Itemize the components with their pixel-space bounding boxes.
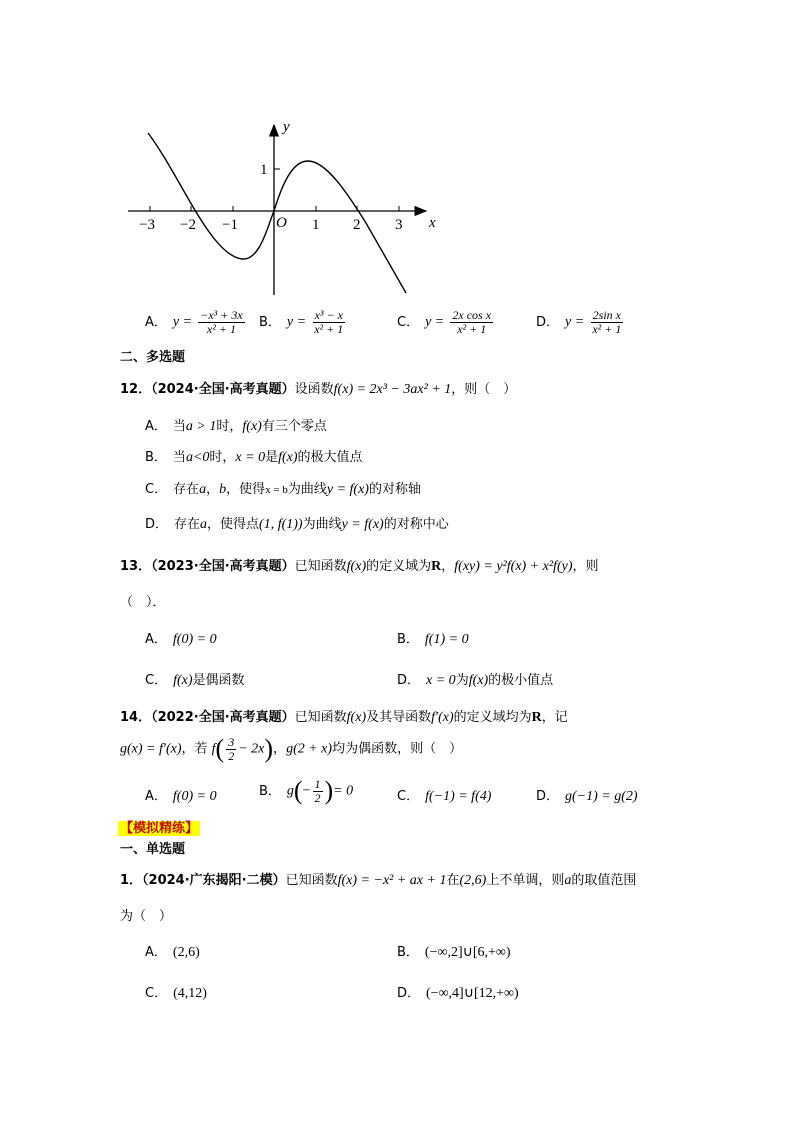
q13-option-c[interactable]: C． f(x)是偶函数 (145, 673, 245, 688)
q13-stem-cont: （ ）． (120, 595, 166, 610)
q11-option-a[interactable]: A． y = $\frac{\text{−x³ + 3x}}{\text{x² + 1}}$ (145, 308, 243, 336)
q13-option-d[interactable]: D． x = 0为f(x)的极小值点 (397, 673, 554, 688)
mock-practice-tag: 【模拟精练】 (120, 821, 199, 836)
q1-option-b[interactable]: B． (−∞,2]∪[6,+∞) (397, 945, 511, 960)
x-tick-label: −1 (222, 217, 238, 233)
q14-stem-cont: g(x) = f′(x)，若 f( $\frac{3}{2}$ − 2x)，g(2 + x)均为偶函数，则（ ） (120, 734, 463, 763)
y-tick-label: 1 (260, 162, 268, 178)
q14-stem: 14．（2022·全国·高考真题）已知函数f(x)及其导函数f′(x)的定义域均为R，记 (120, 710, 568, 725)
x-tick-label: −3 (139, 217, 155, 233)
q12-option-b[interactable]: B． 当a<0时，x = 0是f(x)的极大值点 (145, 450, 363, 465)
fraction: $\frac{\text{x³ − x}}{\text{x² + 1}}$ (314, 308, 344, 336)
curve (148, 133, 406, 293)
section-heading: 二、多选题 (120, 350, 186, 365)
fraction: $\frac{1}{2}$ (314, 776, 321, 805)
x-tick-label: 2 (353, 217, 361, 233)
q13-option-a[interactable]: A． f(0) = 0 (145, 632, 217, 647)
q11-option-d[interactable]: D． y = $\frac{\text{2sin x}}{\text{x² + 1}}$ (536, 308, 622, 336)
y-axis-label: y (283, 119, 290, 135)
x-axis-label: x (429, 215, 436, 231)
fraction: $\frac{3}{2}$ (228, 734, 235, 763)
x-tick-label: 1 (312, 217, 320, 233)
section-heading: 一、单选题 (120, 842, 186, 857)
x-tick-label: 3 (395, 217, 403, 233)
q1-stem: 1．（2024·广东揭阳·二模）已知函数f(x) = −x² + ax + 1在(2,6)上不单调，则a的取值范围 (120, 873, 637, 888)
fraction: $\frac{\text{2x cos x}}{\text{x² + 1}}$ (452, 308, 492, 336)
q1-option-d[interactable]: D． (−∞,4]∪[12,+∞) (397, 986, 519, 1001)
fraction: $\frac{\text{2sin x}}{\text{x² + 1}}$ (592, 308, 622, 336)
q14-option-c[interactable]: C． f(−1) = f(4) (397, 789, 492, 804)
q11-option-b[interactable]: B． y = $\frac{\text{x³ − x}}{\text{x² + 1}}$ (259, 308, 344, 336)
q12-option-d[interactable]: D． 存在a，使得点(1, f(1))为曲线y = f(x)的对称中心 (145, 517, 449, 532)
q14-option-d[interactable]: D． g(−1) = g(2) (536, 789, 638, 804)
x-tick-label: −2 (180, 217, 196, 233)
q12-option-c[interactable]: C． 存在a，b，使得x = b为曲线y = f(x)的对称轴 (145, 482, 421, 497)
function-graph (120, 115, 450, 305)
q1-option-a[interactable]: A． (2,6) (145, 945, 200, 960)
q1-option-c[interactable]: C． (4,12) (145, 986, 207, 1001)
fraction: $\frac{\text{−x³ + 3x}}{\text{x² + 1}}$ (200, 308, 243, 336)
q12-stem: 12．（2024·全国·高考真题）设函数f(x) = 2x³ − 3ax² + 1，则（ ） (120, 382, 517, 397)
q13-stem: 13．（2023·全国·高考真题）已知函数f(x)的定义域为R，f(xy) = y²f(x) + x²f(y)，则 (120, 559, 599, 574)
q12-option-a[interactable]: A． 当a > 1时，f(x)有三个零点 (145, 419, 327, 434)
q1-stem-cont: 为（ ） (120, 909, 173, 924)
q14-option-b[interactable]: B． g(− $\frac{1}{2}$ )= 0 (259, 776, 354, 805)
origin-label: O (276, 215, 287, 231)
q11-option-c[interactable]: C． y = $\frac{\text{2x cos x}}{\text{x² + 1}}$ (397, 308, 492, 336)
q14-option-a[interactable]: A． f(0) = 0 (145, 789, 217, 804)
q13-option-b[interactable]: B． f(1) = 0 (397, 632, 469, 647)
